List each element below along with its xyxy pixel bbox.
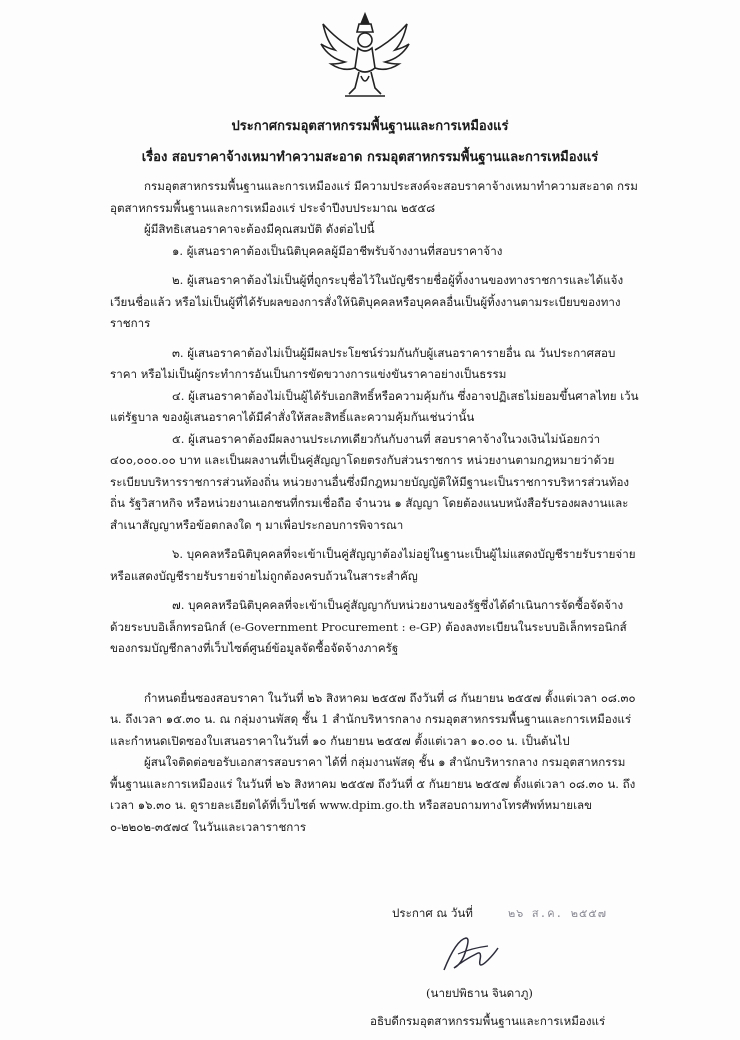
signature-icon [436, 930, 506, 978]
signatory-name: (นายปพิธาน จินดาภู) [426, 986, 533, 1000]
intro-paragraph: กรมอุตสาหกรรมพื้นฐานและการเหมืองแร่ มีความประสงค์จะสอบราคาจ้างเหมาทำความสะอาด กรมอุตสาหกรรมพื้นฐานและการเหมืองแร่ ประจำปีงบประมาณ ๒๕๕๘ [110, 179, 638, 215]
announcement-date-label: ประกาศ ณ วันที่ [392, 906, 473, 920]
qualification-item: ๓. ผู้เสนอราคาต้องไม่เป็นผู้มีผลประโยชน์ร่วมกันกับผู้เสนอราคารายอื่น ณ วันประกาศสอบราคา หรือไม่เป็นผู้กระทำการอันเป็นการขัดขวางการแข่งขันราคาอย่างเป็นธรรม [110, 345, 616, 381]
qualification-item: ๕. ผู้เสนอราคาต้องมีผลงานประเภทเดียวกันกับงานที่ สอบราคาจ้างในวงเงินไม่น้อยกว่า ๔๐๐,๐๐๐.๐๐ บาท และเป็นผลงานที่เป็นคู่สัญญาโดยตรงกับส่วนราชการ หน่วยงานตามกฎหมายว่าด้วยระเบียบบริหารราชการส่วนท้องถิ่น หน่วยงานอื่นซึ่งมีกฎหมายบัญญัติให้มีฐานะเป็นราชการบริหารส่วนท้องถิ่น รัฐวิสาหกิจ หรือหน่วยงานเอกชนที่กรมเชื่อถือ จำนวน ๑ สัญญา โดยต้องแนบหนังสือรับรองผลงานและสำเนาสัญญาหรือข้อตกลงใด ๆ มาเพื่อประกอบการพิจารณา [110, 431, 630, 532]
document-title: ประกาศกรมอุตสาหกรรมพื้นฐานและการเหมืองแร่ [231, 119, 509, 134]
contact-paragraph: ผู้สนใจติดต่อขอรับเอกสารสอบราคา ได้ที่ กลุ่มงานพัสดุ ชั้น ๑ สำนักบริหารกลาง กรมอุตสาหกรรมพื้นฐานและการเหมืองแร่ ในวันที่ ๒๖ สิงหาคม ๒๕๕๗ ถึงวันที่ ๕ กันยายน ๒๕๕๗ ตั้งแต่เวลา ๐๘.๓๐ น. ถึงเวลา ๑๖.๓๐ น. ดูรายละเอียดได้ที่เว็บไซต์ www.dpim.go.th หรือสอบถามทางโทรศัพท์หมายเลข ๐-๒๒๐๒-๓๕๗๔ ในวันและเวลาราชการ [110, 755, 636, 834]
schedule-paragraph: กำหนดยื่นซองสอบราคา ในวันที่ ๒๖ สิงหาคม ๒๕๕๗ ถึงวันที่ ๘ กันยายน ๒๕๕๗ ตั้งแต่เวลา ๐๘.๓๐ น. ถึงเวลา ๑๕.๓๐ น. ณ กลุ่มงานพัสดุ ชั้น 1 สำนักบริหารกลาง กรมอุตสาหกรรมพื้นฐานและการเหมืองแร่ และกำหนดเปิดซองใบเสนอราคาในวันที่ ๑๐ กันยายน ๒๕๕๗ ตั้งแต่เวลา ๑๐.๐๐ น. เป็นต้นไป [110, 690, 636, 748]
qualification-item: ๔. ผู้เสนอราคาต้องไม่เป็นผู้ได้รับเอกสิทธิ์หรือความคุ้มกัน ซึ่งอาจปฏิเสธไม่ยอมขึ้นศาลไทย เว้นแต่รัฐบาล ของผู้เสนอราคาได้มีคำสั่งให้สละสิทธิ์และความคุ้มกันเช่นว่านั้น [110, 388, 639, 424]
garuda-emblem-icon [315, 10, 415, 102]
qualifications-heading: ผู้มีสิทธิเสนอราคาจะต้องมีคุณสมบัติ ดังต่อไปนี้ [144, 222, 375, 236]
qualification-item: ๗. บุคคลหรือนิติบุคคลที่จะเข้าเป็นคู่สัญญากับหน่วยงานของรัฐซึ่งได้ดำเนินการจัดซื้อจัดจ้างด้วยระบบอิเล็กทรอนิกส์ (e-Government Procurement : e-GP) ต้องลงทะเบียนในระบบอิเล็กทรอนิกส์ของกรมบัญชีกลางที่เว็บไซต์ศูนย์ข้อมูลจัดซื้อจัดจ้างภาครัฐ [110, 598, 627, 655]
announcement-date-handwritten: ๒๖ ส.ค. ๒๕๕๗ [508, 907, 607, 920]
signatory-position: อธิบดีกรมอุตสาหกรรมพื้นฐานและการเหมืองแร่ [370, 1014, 606, 1028]
document-body [110, 176, 640, 838]
qualification-item: ๑. ผู้เสนอราคาต้องเป็นนิติบุคคลผู้มีอาชีพรับจ้างงานที่สอบราคาจ้าง [172, 243, 503, 258]
document-subject: เรื่อง สอบราคาจ้างเหมาทำความสะอาด กรมอุตสาหกรรมพื้นฐานและการเหมืองแร่ [141, 150, 599, 165]
qualification-item: ๖. บุคคลหรือนิติบุคคลที่จะเข้าเป็นคู่สัญญาต้องไม่อยู่ในฐานะเป็นผู้ไม่แสดงบัญชีรายรับรายจ่ายหรือแสดงบัญชีรายรับรายจ่ายไม่ถูกต้องครบถ้วนในสาระสำคัญ [110, 547, 636, 583]
qualification-item: ๒. ผู้เสนอราคาต้องไม่เป็นผู้ที่ถูกระบุชื่อไว้ในบัญชีรายชื่อผู้ทิ้งงานของทางราชการและได้แจ้งเวียนชื่อแล้ว หรือไม่เป็นผู้ที่ได้รับผลของการสั่งให้นิติบุคคลหรือบุคคลอื่นเป็นผู้ทิ้งงานตามระเบียบของทางราชการ [110, 273, 624, 330]
